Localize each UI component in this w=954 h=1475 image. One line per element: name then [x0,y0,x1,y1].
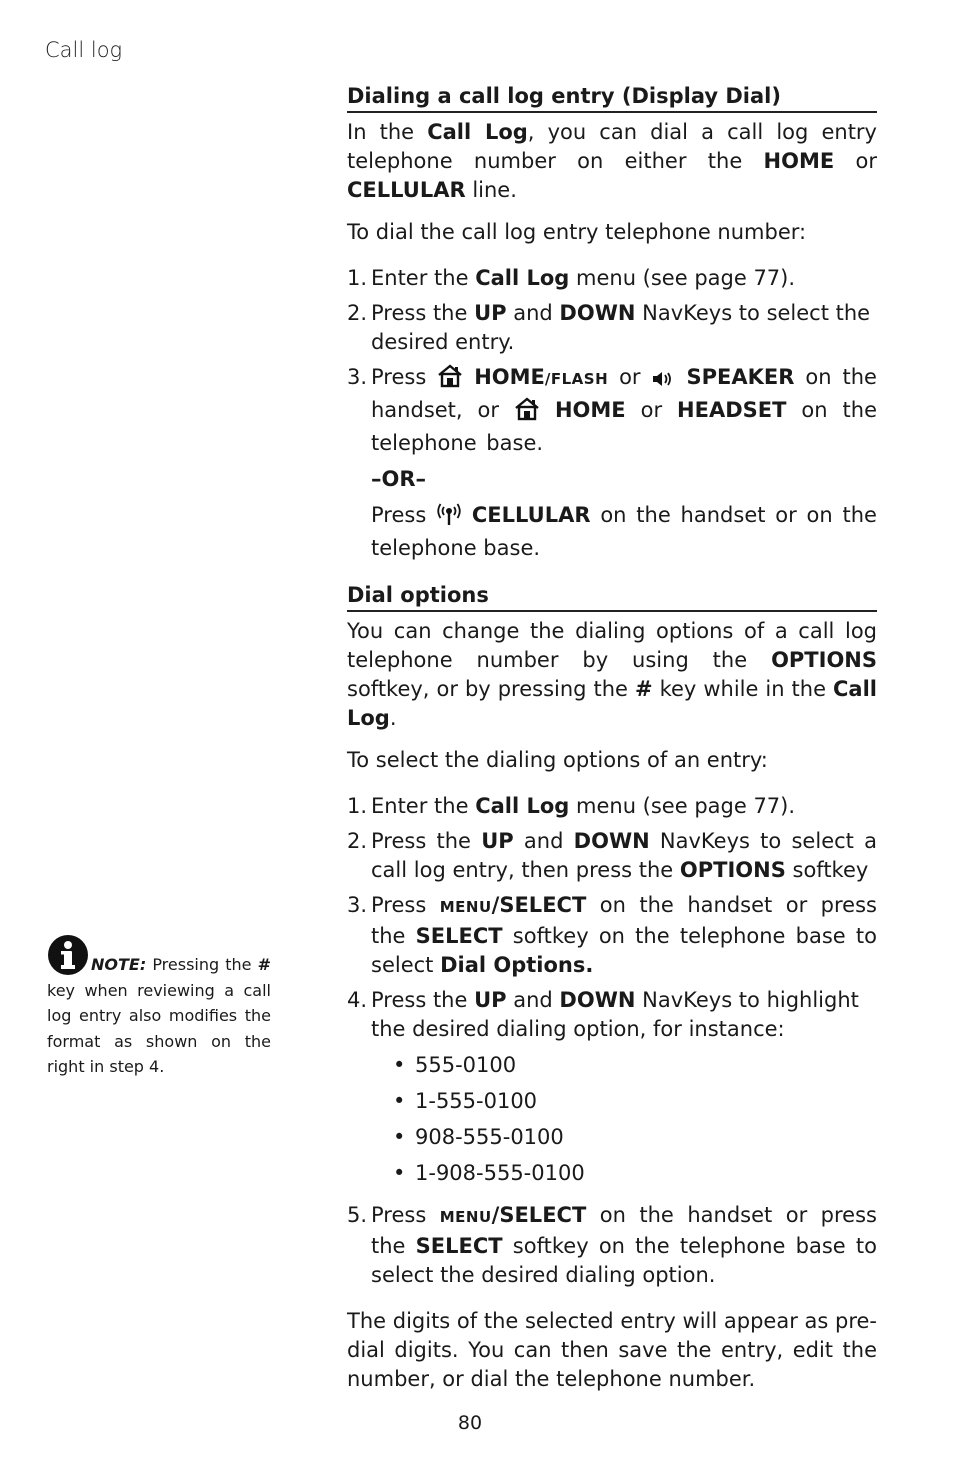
section2-instruction: To select the dialing options of an entry: [347,748,768,772]
list-item: • 1-555-0100 [393,1089,538,1113]
list-item: 1. Enter the Call Log menu (see page 77). [347,794,796,818]
section2-steps [347,792,877,1290]
section-heading-display-dial: Dialing a call log entry (Display Dial) [347,82,877,113]
cellular-icon [436,502,462,534]
list-item: • 555-0100 [393,1053,517,1077]
list-item: • 1-908-555-0100 [393,1161,585,1185]
page-number: 80 [457,1412,483,1434]
section1-steps [347,264,877,563]
note-label: NOTE: [91,955,147,974]
list-item: 2. Press the UP and DOWN NavKeys to select the desired entry. [347,301,871,354]
section-heading-dial-options: Dial options [347,581,877,612]
list-item: 5. Press MENU/SELECT on the handset or press the SELECT softkey on the telephone base to select the desired dialing option. [347,1203,878,1287]
list-item: • 908-555-0100 [393,1125,564,1149]
section1-instruction: To dial the call log entry telephone number: [347,220,807,244]
section2-intro: You can change the dialing options of a call log telephone number by using the OPTIONS softkey, or by pressing the # key while in the Call Log. [347,619,877,730]
side-note: NOTE: Pressing the # key when reviewing a call log entry also modifies the format as shown on the right in step 4. [47,934,271,1080]
list-item: 2. Press the UP and DOWN NavKeys to select a call log entry, then press the OPTIONS softkey [347,829,877,882]
home-icon [514,397,540,429]
list-item: 3. Press HOME/FLASH or SPEAKER on the handset, or HOME or HEADSET on the telephone base. –OR– Press CELLULAR on the handset or on the telephone base. [347,365,877,560]
running-head: Call log [45,38,123,62]
list-item: 3. Press MENU/SELECT on the handset or press the SELECT softkey on the telephone base to select Dial Options. [347,893,878,977]
section1-intro: In the Call Log, you can dial a call log entry telephone number on either the HOME or CELLULAR line. [347,120,877,202]
list-item: 1. Enter the Call Log menu (see page 77). [347,266,796,290]
main-content [347,82,877,1394]
closing-paragraph: The digits of the selected entry will appear as pre-dial digits. You can then save the entry, edit the number, or dial the telephone number. [347,1309,877,1391]
list-item: 4. Press the UP and DOWN NavKeys to highlight the desired dialing option, for instance: • 555-0100 • 1-555-0100 • 908-555-0100 • 1-908-555-0100 [347,986,877,1195]
dialing-option-list [371,1051,877,1188]
or-separator: –OR– [371,467,427,491]
speaker-icon [652,367,676,396]
info-icon [47,934,89,976]
home-icon [437,364,463,396]
